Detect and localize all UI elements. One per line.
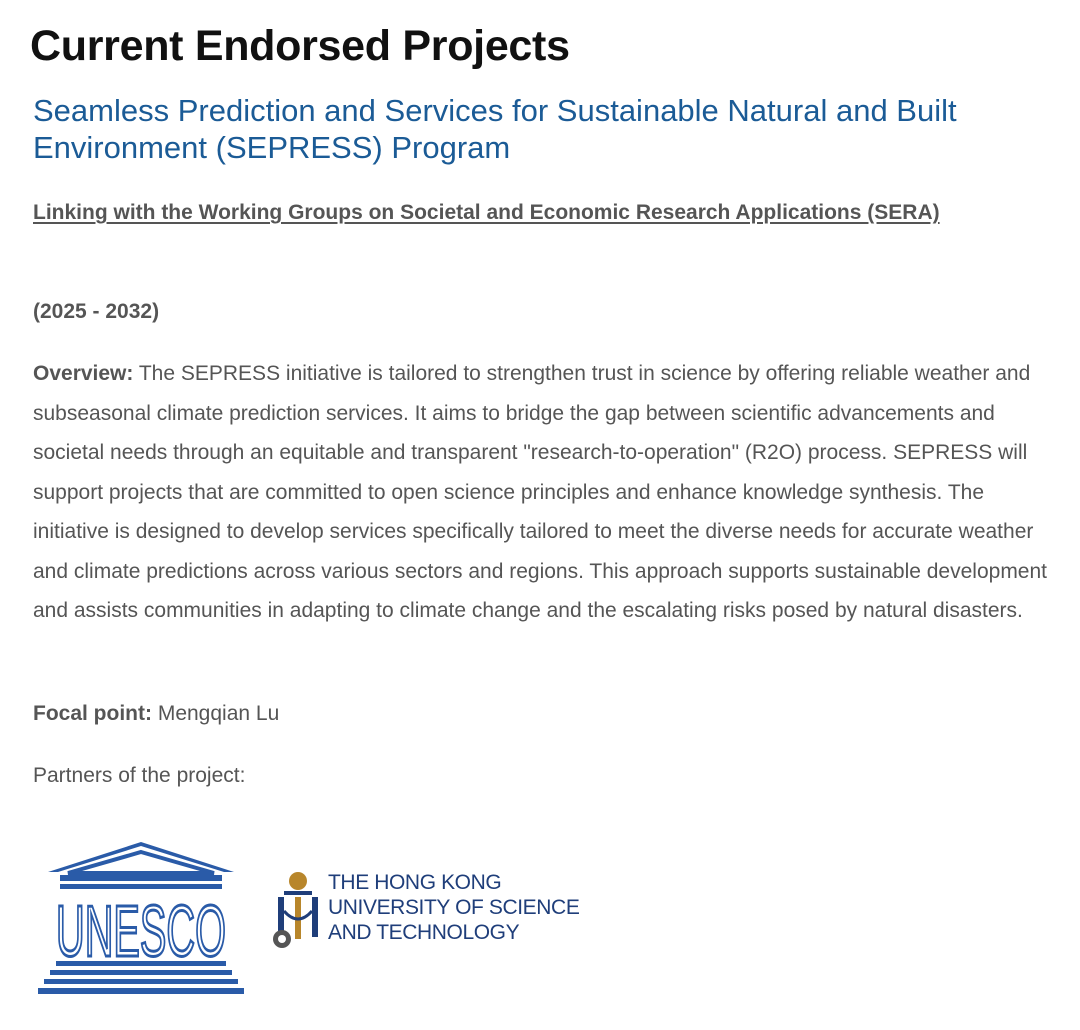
overview-label: Overview: (33, 362, 134, 385)
program-title[interactable]: Seamless Prediction and Services for Sustainable Natural and Built Environment (SEPRESS) Program (33, 93, 957, 165)
page-title: Current Endorsed Projects (30, 22, 570, 70)
focal-point (33, 694, 279, 734)
unesco-logo[interactable] (38, 842, 244, 998)
hkust-emblem-icon (268, 867, 328, 949)
project-years: (2025 - 2032) (33, 300, 160, 323)
overview-text: The SEPRESS initiative is tailored to strengthen trust in science by offering reliable weather and subseasonal climate prediction services. It aims to bridge the gap between scientific advancements and societal needs through an equitable and transparent "research-to-operation" (R2O) process. SEPRESS will support projects that are committed to open science principles and enhance knowledge synthesis. The initiative is designed to develop services specifically tailored to meet the diverse needs for accurate weather and climate predictions across various sectors and regions. This approach supports sustainable development and assists communities in adapting to climate change and the escalating risks posed by natural disasters. (33, 362, 1047, 622)
sera-link[interactable]: Linking with the Working Groups on Societal and Economic Research Applications (SERA) (33, 201, 940, 224)
hkust-wordmark (328, 870, 579, 945)
hkust-line-2: UNIVERSITY OF SCIENCE (328, 896, 580, 919)
hkust-line-1: THE HONG KONG (328, 871, 502, 894)
hkust-logo[interactable] (268, 862, 588, 952)
focal-point-label: Focal point: (33, 702, 152, 725)
partners-label: Partners of the project: (33, 764, 246, 787)
hkust-line-3: AND TECHNOLOGY (328, 921, 520, 944)
overview-paragraph (33, 354, 1063, 631)
unesco-wordmark: UNESCO (56, 892, 226, 972)
focal-point-value: Mengqian Lu (152, 702, 280, 725)
